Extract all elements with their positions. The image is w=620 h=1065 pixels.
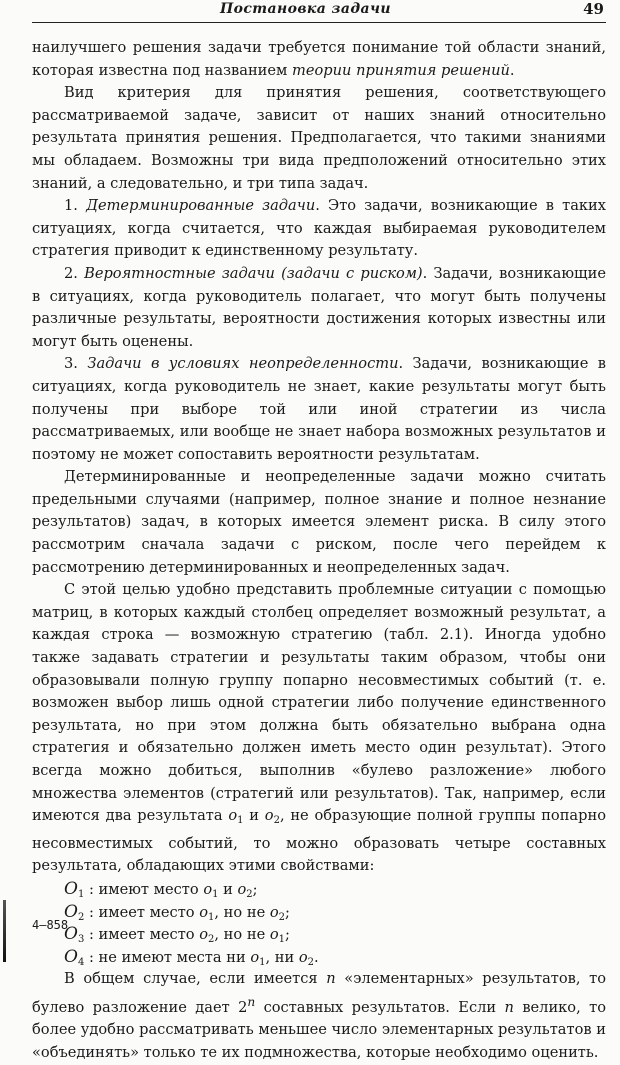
- paragraph: 1. Детерминированные задачи. Это задачи, возникающие в таких ситуациях, когда считается, что каждая выбираемая руководителем стратегия приводит к единственному результату.: [32, 197, 606, 260]
- printer-signature: 4—858: [32, 918, 69, 932]
- scan-edge-mark: [3, 900, 6, 962]
- running-title: Постановка задачи: [220, 1, 391, 17]
- paragraph: В общем случае, если имеется n «элементарных» результатов, то булево разложение дает 2$^n$ составных результатов. Если n велико, то более удобно рассматривать меньшее число элементарных результатов и «объединять» только те их подмножества, которые необходимо оценить.: [32, 970, 606, 1061]
- outcome-item: $O_3$ : имеет место $o_2$, но не $o_1$;: [64, 924, 290, 946]
- paragraph: С этой целью удобно представить проблемные ситуации с помощью матриц, в которых каждый столбец определяет возможный результат, а каждая строка — возможную стратегию (табл. 2.1). Иногда удобно также задавать стратегии и результаты таким образом, чтобы они образовывали полную группу попарно несовместимых событий (т. е. возможен выбор лишь одной стратегии либо получение единственного результата, но при этом должна быть обязательно выбрана одна стратегия и обязательно должен иметь место один результат). Этого всегда можно добиться, выполнив «булево разложение» любого множества элементов (стратегий или результатов). Так, например, если имеются два результата $o_1$ и $o_2$, не образующие полной группы попарно несовместимых событий, то можно образовать четыре составных результата, обладающих этими свойствами:: [32, 581, 606, 875]
- outcome-item: $O_2$ : имеет место $o_1$, но не $o_2$;: [64, 901, 290, 923]
- paragraph: 2. Вероятностные задачи (задачи с риском). Задачи, возникающие в ситуациях, когда руководитель полагает, что могут быть получены различные результаты, вероятности достижения которых известны или могут быть оценены.: [32, 264, 606, 350]
- paragraph: Вид критерия для принятия решения, соответствующего рассматриваемой задаче, зависит от наших знаний относительно результата принятия решения. Предполагается, что такими знаниями мы обладаем. Возможны три вида предположений относительно этих знаний, а следовательно, и три типа задач.: [32, 84, 606, 192]
- page-number: 49: [583, 0, 604, 18]
- paragraph: наилучшего решения задачи требуется понимание той области знаний, которая известна под названием теории принятия решений.: [32, 39, 606, 79]
- page-header: [32, 0, 606, 23]
- page-body: [32, 37, 606, 1065]
- outcome-item: $O_1$ : имеют место $o_1$ и $o_2$;: [64, 878, 258, 900]
- outcome-list: [64, 878, 606, 968]
- outcome-item: $O_4$ : не имеют места ни $o_1$, ни $o_2$.: [64, 946, 319, 968]
- paragraph: 3. Задачи в условиях неопределенности. Задачи, возникающие в ситуациях, когда руководитель не знает, какие результаты могут быть получены при выборе той или иной стратегии из числа рассматриваемых, или вообще не знает набора возможных результатов и поэтому не может сопоставить вероятности результатам.: [32, 355, 606, 463]
- paragraph: Детерминированные и неопределенные задачи можно считать предельными случаями (например, полное знание и полное незнание результатов) задач, в которых имеется элемент риска. В силу этого рассмотрим сначала задачи с риском, после чего перейдем к рассмотрению детерминированных и неопределенных задач.: [32, 468, 606, 576]
